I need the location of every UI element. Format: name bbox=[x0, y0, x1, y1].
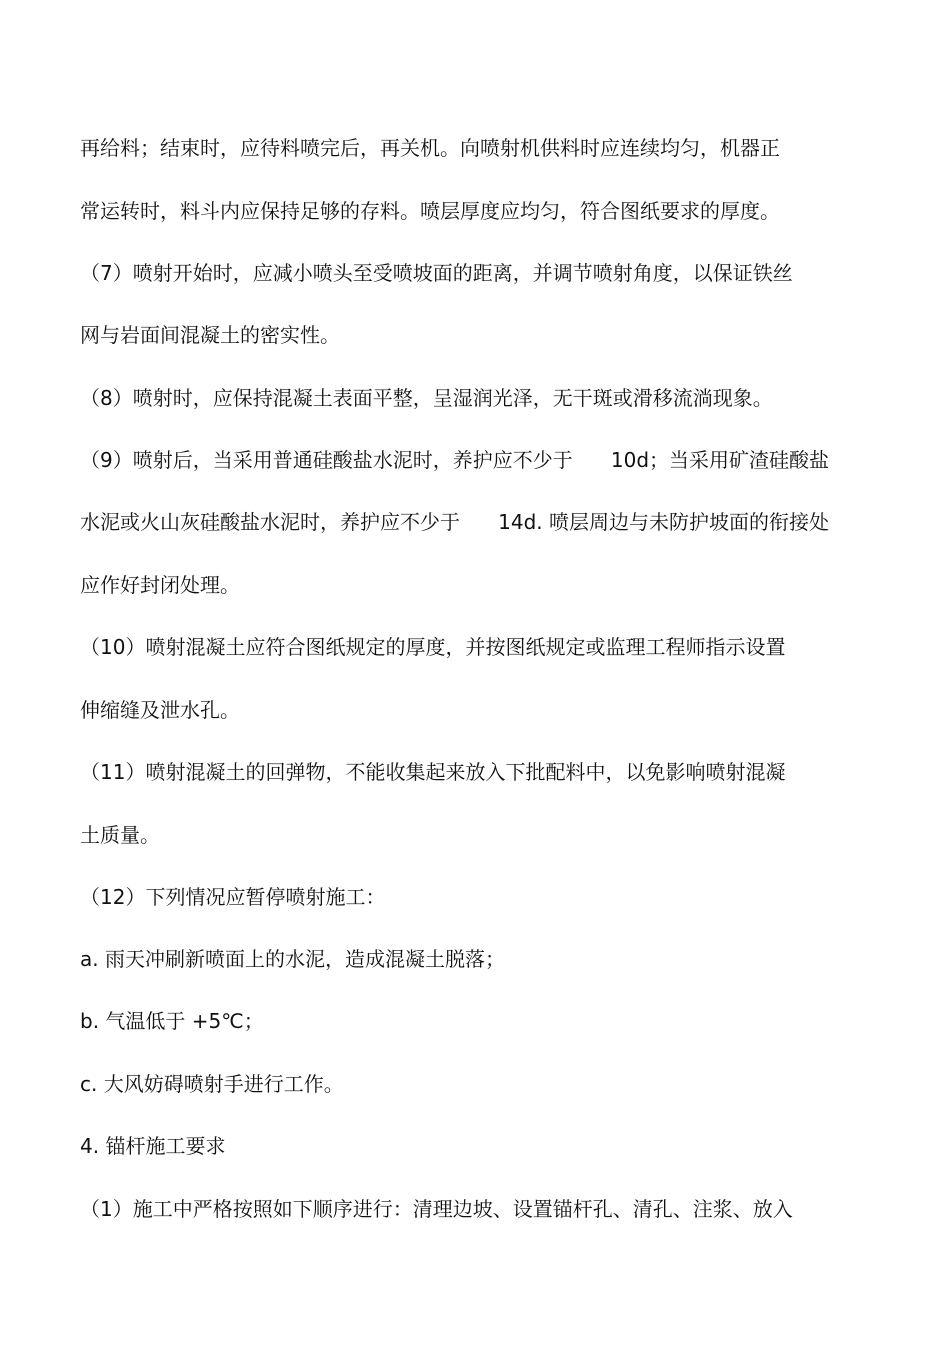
text-line: b. 气温低于 +5℃； bbox=[80, 1009, 264, 1033]
text-line: 水泥或火山灰硅酸盐水泥时，养护应不少于 14d. 喷层周边与未防护坡面的衔接处 bbox=[80, 510, 830, 534]
text-line: （7）喷射开始时，应减小喷头至受喷坡面的距离，并调节喷射角度，以保证铁丝 bbox=[80, 261, 793, 285]
text-line: 常运转时，料斗内应保持足够的存料。喷层厚度应均匀，符合图纸要求的厚度。 bbox=[80, 199, 780, 223]
text-line: 应作好封闭处理。 bbox=[80, 573, 240, 597]
text-line: （9）喷射后，当采用普通硅酸盐水泥时，养护应不少于 10d；当采用矿渣硅酸盐 bbox=[80, 448, 830, 472]
text-line: c. 大风妨碍喷射手进行工作。 bbox=[80, 1072, 344, 1096]
text-line: a. 雨天冲刷新喷面上的水泥，造成混凝土脱落； bbox=[80, 947, 505, 971]
text-line: （11）喷射混凝土的回弹物，不能收集起来放入下批配料中，以免影响喷射混凝 bbox=[80, 760, 786, 784]
text-line: 再给料；结束时，应待料喷完后，再关机。向喷射机供料时应连续均匀，机器正 bbox=[80, 136, 780, 160]
text-line: （8）喷射时，应保持混凝土表面平整，呈湿润光泽，无干斑或滑移流淌现象。 bbox=[80, 386, 773, 410]
text-line: 网与岩面间混凝土的密实性。 bbox=[80, 323, 340, 347]
text-line: （12）下列情况应暂停喷射施工： bbox=[80, 885, 386, 909]
text-line: 伸缩缝及泄水孔。 bbox=[80, 698, 240, 722]
text-line: （10）喷射混凝土应符合图纸规定的厚度，并按图纸规定或监理工程师指示设置 bbox=[80, 635, 786, 659]
text-line: 4. 锚杆施工要求 bbox=[80, 1134, 226, 1158]
text-line: （1）施工中严格按照如下顺序进行：清理边坡、设置锚杆孔、清孔、注浆、放入 bbox=[80, 1197, 793, 1221]
text-line: 土质量。 bbox=[80, 823, 160, 847]
